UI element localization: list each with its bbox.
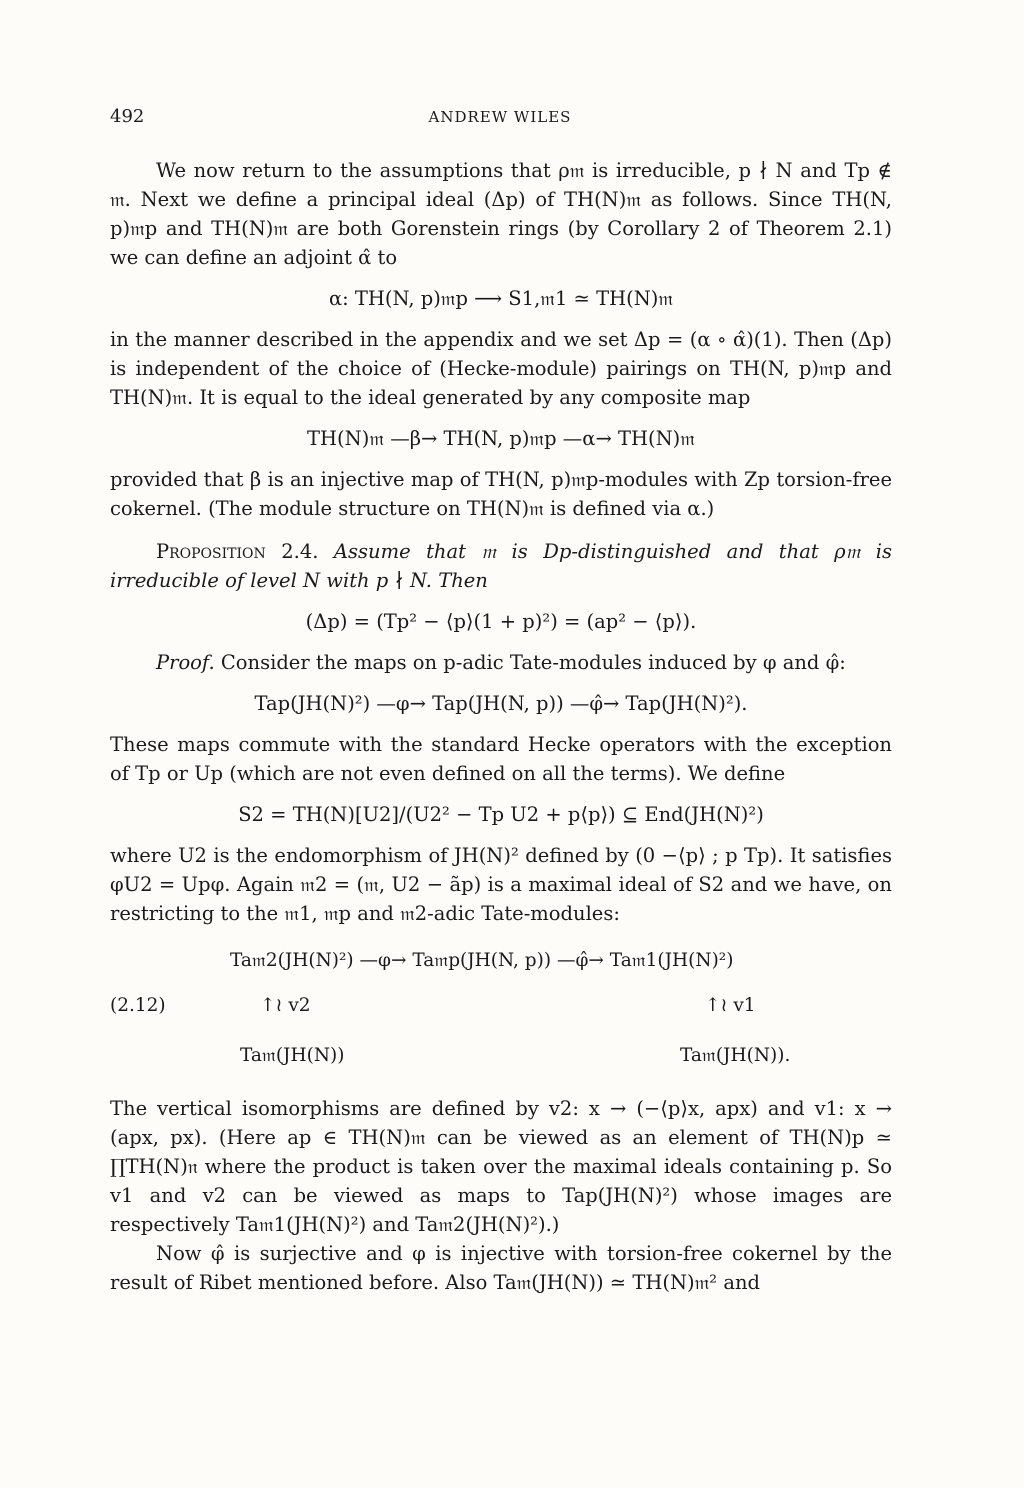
equation-composite-map: TH(N)𝔪 —β→ TH(N, p)𝔪p —α→ TH(N)𝔪 <box>307 427 695 450</box>
diagram-left-vertical-arrow: ↑≀ v2 <box>260 995 311 1016</box>
paragraph-4: These maps commute with the standard Hecke operators with the exception of Tp or Up (which are not even defined on all the terms). We define <box>110 733 892 785</box>
commutative-diagram-2-12 <box>110 936 892 1086</box>
proposition-2-4 <box>110 537 892 595</box>
paragraph-5: where U2 is the endomorphism of JH(N)² defined by (0 −⟨p⟩ ; p Tp). It satisfies φU2 = Upφ. Again 𝔪2 = (𝔪, U2 − ãp) is a maximal ideal of S2 and we have, on restricting to the 𝔪1, 𝔪p and 𝔪2-adic Tate-modules: <box>110 844 892 925</box>
page-header <box>110 106 890 130</box>
paragraph-6: The vertical isomorphisms are defined by v2: x → (−⟨p⟩x, apx) and v1: x → (apx, px). (Here ap ∈ TH(N)𝔪 can be viewed as an element of TH(N)p ≃ ∏TH(N)𝔫 where the product is taken over the maximal ideals containing p. So v1 and v2 can be viewed as maps to Tap(JH(N)²) whose images are respectively Ta𝔪1(JH(N)²) and Ta𝔪2(JH(N)²).) <box>110 1097 892 1236</box>
paragraph-2: in the manner described in the appendix and we set Δp = (α ∘ α̂)(1). Then (Δp) is independent of the choice of (Hecke-module) pairings on TH(N, p)𝔪p and TH(N)𝔪. It is equal to the ideal generated by any composite map <box>110 328 892 409</box>
diagram-right-vertical-arrow: ↑≀ v1 <box>705 995 756 1016</box>
proof-heading: Proof. <box>156 651 215 674</box>
equation-number: (2.12) <box>110 995 166 1016</box>
equation-tate-maps: Tap(JH(N)²) —φ→ Tap(JH(N, p)) —φ̂→ Tap(JH(N)²). <box>254 692 748 715</box>
proof-text: Consider the maps on p-adic Tate-modules induced by φ and φ̂: <box>220 651 846 674</box>
equation-s2: S2 = TH(N)[U2]/(U2² − Tp U2 + p⟨p⟩) ⊆ End(JH(N)²) <box>238 803 764 826</box>
proof-paragraph <box>110 648 892 677</box>
paragraph-1: We now return to the assumptions that ρ𝔪 is irreducible, p ∤ N and Tp ∉ 𝔪. Next we define a principal ideal (Δp) of TH(N)𝔪 as follows. Since TH(N, p)𝔪p and TH(N)𝔪 are both Gorenstein rings (by Corollary 2 of Theorem 2.1) we can define an adjoint α̂ to <box>110 159 892 269</box>
diagram-top-row: Ta𝔪2(JH(N)²) —φ→ Ta𝔪p(JH(N, p)) —φ̂→ Ta𝔪1(JH(N)²) <box>230 950 734 971</box>
proposition-heading: Proposition 2.4. <box>156 540 319 563</box>
diagram-bottom-right: Ta𝔪(JH(N)). <box>680 1045 791 1066</box>
equation-delta-p: (Δp) = (Tp² − ⟨p⟩(1 + p)²) = (ap² − ⟨p⟩). <box>305 610 697 633</box>
diagram-bottom-left: Ta𝔪(JH(N)) <box>240 1045 345 1066</box>
paragraph-3: provided that β is an injective map of TH(N, p)𝔪p-modules with Zp torsion-free cokernel. (The module structure on TH(N)𝔪 is defined via α.) <box>110 468 892 520</box>
page-number: 492 <box>110 106 145 127</box>
body-text <box>110 156 892 1297</box>
running-head: ANDREW WILES <box>428 108 572 126</box>
paragraph-7: Now φ̂ is surjective and φ is injective with torsion-free cokernel by the result of Ribet mentioned before. Also Ta𝔪(JH(N)) ≃ TH(N)𝔪² and <box>110 1242 892 1294</box>
proposition-statement: Assume that 𝔪 is Dp-distinguished and that ρ𝔪 is irreducible of level N with p ∤ N. Then <box>110 540 892 592</box>
equation-alpha: α: TH(N, p)𝔪p ⟶ S1,𝔪1 ≃ TH(N)𝔪 <box>328 287 674 310</box>
